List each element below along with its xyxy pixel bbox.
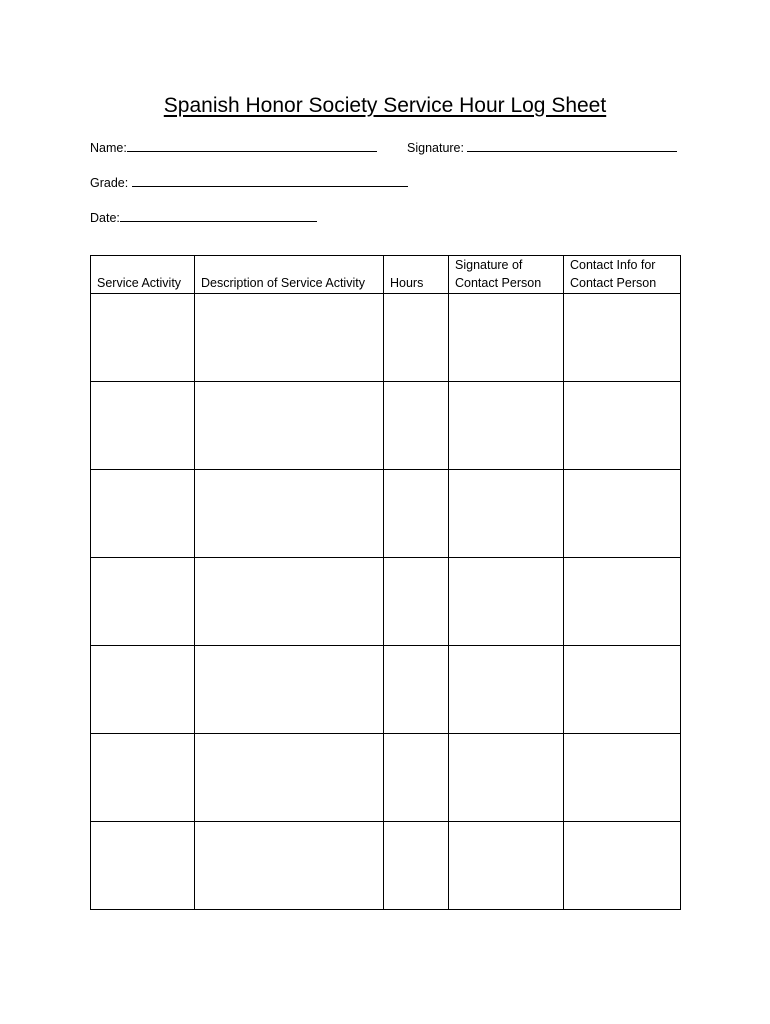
date-blank-line[interactable]	[120, 210, 317, 222]
header-description	[195, 256, 384, 294]
cell-signature[interactable]	[449, 822, 564, 910]
table-row	[91, 734, 681, 822]
header-contact-info	[564, 256, 681, 294]
signature-blank-line[interactable]	[467, 140, 677, 152]
cell-description[interactable]	[195, 382, 384, 470]
cell-hours[interactable]	[384, 294, 449, 382]
cell-service-activity[interactable]	[91, 382, 195, 470]
cell-signature[interactable]	[449, 646, 564, 734]
cell-hours[interactable]	[384, 822, 449, 910]
cell-contact-info[interactable]	[564, 382, 681, 470]
cell-description[interactable]	[195, 734, 384, 822]
header-signature-contact	[449, 256, 564, 294]
name-label: Name:	[90, 141, 127, 155]
name-field[interactable]	[90, 140, 377, 156]
cell-hours[interactable]	[384, 558, 449, 646]
cell-service-activity[interactable]	[91, 822, 195, 910]
cell-contact-info[interactable]	[564, 558, 681, 646]
cell-signature[interactable]	[449, 294, 564, 382]
cell-contact-info[interactable]	[564, 294, 681, 382]
header-service-activity	[91, 256, 195, 294]
table-row	[91, 470, 681, 558]
cell-contact-info[interactable]	[564, 734, 681, 822]
date-label: Date:	[90, 211, 120, 225]
signature-label: Signature:	[407, 141, 464, 155]
page-title: Spanish Honor Society Service Hour Log Sheet	[163, 94, 607, 117]
table-row	[91, 646, 681, 734]
cell-contact-info[interactable]	[564, 822, 681, 910]
grade-field[interactable]	[90, 175, 408, 191]
cell-hours[interactable]	[384, 470, 449, 558]
cell-hours[interactable]	[384, 734, 449, 822]
header-label-line1: Contact Info for	[570, 258, 656, 272]
signature-field[interactable]	[407, 140, 677, 156]
table-row	[91, 294, 681, 382]
table-row	[91, 822, 681, 910]
cell-hours[interactable]	[384, 382, 449, 470]
cell-description[interactable]	[195, 470, 384, 558]
service-log-table	[90, 255, 681, 910]
table-header-row	[91, 256, 681, 294]
cell-service-activity[interactable]	[91, 294, 195, 382]
header-label: Service Activity	[97, 276, 182, 290]
cell-signature[interactable]	[449, 470, 564, 558]
cell-description[interactable]	[195, 822, 384, 910]
cell-service-activity[interactable]	[91, 558, 195, 646]
cell-service-activity[interactable]	[91, 646, 195, 734]
name-blank-line[interactable]	[127, 140, 377, 152]
cell-description[interactable]	[195, 646, 384, 734]
table-row	[91, 558, 681, 646]
grade-blank-line[interactable]	[132, 175, 408, 187]
header-label-line1: Signature of	[455, 258, 523, 272]
cell-description[interactable]	[195, 294, 384, 382]
table-body	[91, 294, 681, 910]
cell-description[interactable]	[195, 558, 384, 646]
cell-service-activity[interactable]	[91, 470, 195, 558]
header-label-line2: Contact Person	[570, 276, 657, 290]
cell-contact-info[interactable]	[564, 470, 681, 558]
cell-hours[interactable]	[384, 646, 449, 734]
cell-signature[interactable]	[449, 734, 564, 822]
table-row	[91, 382, 681, 470]
cell-signature[interactable]	[449, 558, 564, 646]
header-label: Hours	[390, 276, 424, 290]
cell-service-activity[interactable]	[91, 734, 195, 822]
cell-contact-info[interactable]	[564, 646, 681, 734]
header-label-line2: Contact Person	[455, 276, 542, 290]
header-hours	[384, 256, 449, 294]
grade-label: Grade:	[90, 176, 129, 190]
header-label: Description of Service Activity	[201, 276, 365, 290]
date-field[interactable]	[90, 210, 317, 226]
cell-signature[interactable]	[449, 382, 564, 470]
